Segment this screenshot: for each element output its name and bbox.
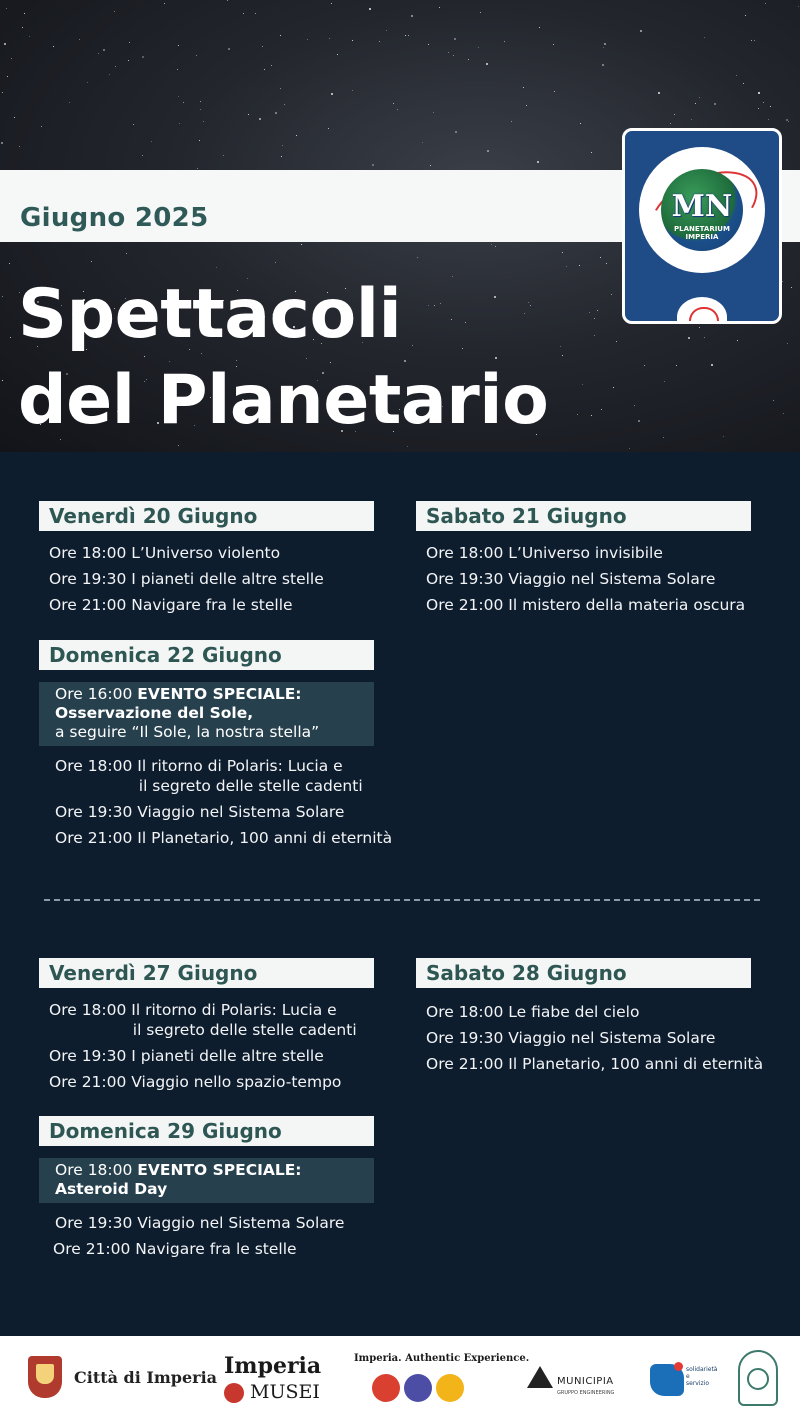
- municipia-name: MUNICIPIA: [557, 1376, 614, 1387]
- star: [644, 365, 645, 366]
- star: [2, 380, 3, 381]
- star: [422, 142, 423, 143]
- star: [428, 44, 429, 45]
- day-heading: Sabato 21 Giugno: [416, 501, 751, 531]
- star: [554, 91, 555, 92]
- event-item: Ore 21:00 Il Planetario, 100 anni di eternità: [426, 1055, 764, 1073]
- star: [178, 45, 179, 46]
- star: [280, 35, 281, 36]
- star: [14, 117, 15, 118]
- star: [480, 12, 481, 13]
- star: [197, 168, 198, 169]
- star: [133, 124, 134, 125]
- star: [264, 69, 265, 70]
- special-title: Asteroid Day: [55, 1180, 168, 1198]
- star: [745, 15, 746, 16]
- star: [271, 65, 272, 66]
- month-label: Giugno 2025: [20, 203, 209, 233]
- star: [670, 123, 671, 124]
- event-item: Ore 21:00 Navigare fra le stelle: [53, 1240, 297, 1258]
- star: [200, 109, 201, 110]
- star: [601, 409, 602, 410]
- star: [177, 69, 178, 70]
- star: [331, 93, 333, 95]
- event-item: Ore 18:00 Il ritorno di Polaris: Lucia e il segreto delle stelle cadenti: [55, 757, 363, 795]
- star: [439, 7, 440, 8]
- day-block-22: [39, 640, 392, 854]
- star: [603, 47, 604, 48]
- star: [411, 15, 413, 17]
- star: [773, 400, 774, 401]
- star: [10, 337, 11, 338]
- star: [704, 37, 705, 38]
- star: [523, 87, 524, 88]
- title-line-2: del Planetario: [18, 361, 549, 440]
- star: [765, 3, 766, 4]
- star: [577, 414, 578, 415]
- star: [369, 8, 371, 10]
- star: [611, 294, 612, 295]
- event-item: Ore 18:00 L’Universo violento: [49, 544, 281, 562]
- star: [511, 121, 512, 122]
- event-item: Ore 19:30 I pianeti delle altre stelle: [49, 570, 324, 588]
- day-block-20: [39, 501, 374, 621]
- star: [183, 102, 184, 103]
- special-event-box: [39, 682, 374, 746]
- star: [227, 0, 228, 1]
- star: [296, 135, 297, 136]
- section-divider: [44, 899, 760, 901]
- logo-sub-text: PLANETARIUM IMPERIA: [674, 225, 730, 241]
- star: [433, 112, 434, 113]
- star: [223, 155, 224, 156]
- municipia-logo-icon: [527, 1366, 553, 1388]
- star: [743, 83, 744, 84]
- star: [19, 146, 20, 147]
- star: [128, 60, 129, 61]
- star: [640, 30, 642, 32]
- star: [372, 164, 374, 166]
- star: [281, 156, 282, 157]
- star: [275, 112, 277, 114]
- star: [179, 123, 180, 124]
- star: [284, 104, 285, 105]
- day-block-27: [39, 958, 374, 1098]
- star: [495, 246, 496, 247]
- star: [763, 102, 764, 103]
- star: [594, 318, 595, 319]
- star: [259, 118, 261, 120]
- special-note: a seguire “Il Sole, la nostra stella”: [55, 723, 320, 741]
- star: [591, 152, 592, 153]
- star: [178, 445, 179, 446]
- star: [243, 13, 244, 14]
- star: [430, 165, 431, 166]
- star: [606, 263, 607, 264]
- star: [658, 92, 660, 94]
- star: [526, 105, 527, 106]
- star: [91, 261, 92, 262]
- star: [737, 340, 738, 341]
- day-heading: Venerdì 20 Giugno: [39, 501, 374, 531]
- star: [282, 145, 283, 146]
- event-item: Ore 19:30 I pianeti delle altre stelle: [49, 1047, 324, 1065]
- star: [798, 6, 799, 7]
- star: [69, 102, 70, 103]
- star: [275, 262, 276, 263]
- star: [770, 106, 771, 107]
- star: [782, 281, 783, 282]
- star: [539, 27, 540, 28]
- star: [468, 59, 469, 60]
- star: [103, 49, 105, 51]
- star: [328, 128, 329, 129]
- special-event-box: [39, 1158, 374, 1203]
- star: [600, 257, 601, 258]
- star: [255, 13, 256, 14]
- star: [487, 150, 489, 152]
- event-item: Ore 21:00 Navigare fra le stelle: [49, 596, 293, 614]
- star: [553, 44, 554, 45]
- star: [331, 3, 332, 4]
- star: [562, 355, 563, 356]
- star: [200, 101, 201, 102]
- star: [562, 252, 563, 253]
- star: [504, 41, 505, 42]
- star: [758, 92, 760, 94]
- star: [613, 387, 614, 388]
- municipia-sub: GRUPPO ENGINEERING: [557, 1390, 615, 1396]
- star: [301, 244, 302, 245]
- star: [629, 448, 630, 449]
- star: [754, 40, 755, 41]
- star: [352, 90, 353, 91]
- star: [4, 43, 6, 45]
- association-seal-inner-icon: [747, 1368, 769, 1390]
- day-block-28: [416, 958, 763, 1080]
- star: [115, 66, 116, 67]
- star: [29, 36, 30, 37]
- star: [663, 437, 664, 438]
- special-label: EVENTO SPECIALE:: [137, 685, 302, 703]
- event-item: Ore 18:00 L’Universo invisibile: [426, 544, 663, 562]
- star: [22, 27, 23, 28]
- star: [329, 38, 330, 39]
- hero-banner: [0, 0, 800, 452]
- star: [699, 97, 700, 98]
- star: [676, 365, 677, 366]
- star: [695, 103, 696, 104]
- star: [711, 364, 713, 366]
- star: [98, 53, 99, 54]
- star: [408, 35, 409, 36]
- star: [704, 337, 705, 338]
- event-item: Ore 19:30 Viaggio nel Sistema Solare: [426, 570, 716, 588]
- star: [1, 142, 3, 144]
- logo-mn-text: MN: [671, 189, 733, 224]
- day-block-29: [39, 1116, 374, 1265]
- star: [783, 413, 784, 414]
- special-label: EVENTO SPECIALE:: [137, 1161, 302, 1179]
- star: [280, 88, 281, 89]
- star: [448, 52, 449, 53]
- event-item: Ore 19:30 Viaggio nel Sistema Solare: [426, 1029, 716, 1047]
- star: [582, 384, 583, 385]
- star: [491, 244, 492, 245]
- star: [397, 109, 398, 110]
- star: [216, 267, 217, 268]
- event-item: Ore 18:00 Il ritorno di Polaris: Lucia e il segreto delle stelle cadenti: [49, 1001, 357, 1039]
- star: [691, 119, 692, 120]
- star: [386, 30, 387, 31]
- star: [11, 58, 12, 59]
- star: [262, 46, 263, 47]
- event-item: Ore 19:30 Viaggio nel Sistema Solare: [55, 803, 345, 821]
- star: [352, 40, 353, 41]
- day-heading: Domenica 22 Giugno: [39, 640, 374, 670]
- star: [151, 141, 152, 142]
- authentic-circle-yellow-icon: [436, 1374, 464, 1402]
- planetarium-logo: [622, 128, 782, 324]
- special-time: Ore 16:00: [55, 685, 138, 703]
- authentic-circle-blue-icon: [404, 1374, 432, 1402]
- day-heading: Sabato 28 Giugno: [416, 958, 751, 988]
- star: [337, 54, 338, 55]
- star: [736, 75, 737, 76]
- star: [791, 287, 792, 288]
- special-time: Ore 18:00: [55, 1161, 138, 1179]
- event-item: Ore 19:30 Viaggio nel Sistema Solare: [55, 1214, 345, 1232]
- star: [454, 38, 456, 40]
- star: [393, 103, 394, 104]
- star: [2, 92, 3, 93]
- star: [537, 161, 539, 163]
- star: [2, 296, 3, 297]
- star: [417, 257, 418, 258]
- authentic-experience-text: Imperia. Authentic Experience.: [354, 1353, 530, 1364]
- star: [203, 121, 204, 122]
- star: [142, 56, 144, 58]
- star: [407, 446, 408, 447]
- musei-title: Imperia: [224, 1353, 322, 1379]
- star: [589, 312, 590, 313]
- star: [24, 13, 25, 14]
- star: [87, 82, 88, 83]
- star: [714, 103, 716, 105]
- star: [566, 266, 567, 267]
- star: [178, 96, 179, 97]
- star: [41, 126, 42, 127]
- star: [664, 381, 665, 382]
- star: [560, 346, 561, 347]
- star: [594, 335, 595, 336]
- star: [768, 119, 769, 120]
- star: [634, 405, 635, 406]
- star: [405, 35, 406, 36]
- star: [616, 341, 617, 342]
- star: [788, 121, 789, 122]
- musei-subtitle: MUSEI: [250, 1381, 320, 1403]
- star: [453, 55, 454, 56]
- day-heading: Venerdì 27 Giugno: [39, 958, 374, 988]
- star: [455, 131, 457, 133]
- title-line-1: Spettacoli: [18, 275, 402, 354]
- page-title: [18, 272, 548, 444]
- star: [486, 63, 488, 65]
- special-title: Osservazione del Sole,: [55, 704, 254, 722]
- star: [478, 47, 479, 48]
- star: [196, 55, 197, 56]
- event-item: Ore 21:00 Viaggio nello spazio-tempo: [49, 1073, 342, 1091]
- day-block-21: [416, 501, 751, 621]
- star: [723, 436, 724, 437]
- star: [9, 263, 10, 264]
- event-item: Ore 18:00 Le fiabe del cielo: [426, 1003, 640, 1021]
- star: [379, 41, 380, 42]
- star: [248, 114, 249, 115]
- musei-mark-icon: [224, 1383, 244, 1403]
- star: [758, 108, 759, 109]
- city-name: Città di Imperia: [74, 1368, 218, 1387]
- star: [591, 415, 592, 416]
- star: [699, 327, 700, 328]
- sponsor-footer: [0, 1336, 800, 1422]
- star: [7, 76, 8, 77]
- day-heading: Domenica 29 Giugno: [39, 1116, 374, 1146]
- star: [688, 337, 690, 339]
- star: [579, 265, 580, 266]
- star: [164, 3, 165, 4]
- star: [597, 310, 598, 311]
- city-crest-icon: [28, 1356, 62, 1398]
- event-item: Ore 21:00 Il Planetario, 100 anni di eternità: [55, 829, 393, 847]
- star: [580, 123, 581, 124]
- star: [674, 114, 675, 115]
- star: [126, 253, 127, 254]
- star: [129, 42, 130, 43]
- authentic-circle-red-icon: [372, 1374, 400, 1402]
- star: [228, 48, 230, 50]
- solidarieta-dot-icon: [674, 1362, 683, 1371]
- star: [79, 39, 80, 40]
- star: [109, 74, 110, 75]
- globe-icon: [661, 169, 743, 251]
- star: [142, 155, 143, 156]
- logo-circle: [639, 147, 765, 273]
- star: [604, 43, 606, 45]
- star: [751, 40, 752, 41]
- event-item: Ore 21:00 Il mistero della materia oscura: [426, 596, 746, 614]
- star: [114, 11, 115, 12]
- star: [787, 343, 788, 344]
- star: [602, 64, 604, 66]
- solidarieta-text: solidarietà e servizio: [686, 1366, 718, 1387]
- star: [199, 140, 200, 141]
- star: [638, 420, 640, 422]
- star: [6, 8, 7, 9]
- star: [307, 39, 308, 40]
- star: [53, 46, 54, 47]
